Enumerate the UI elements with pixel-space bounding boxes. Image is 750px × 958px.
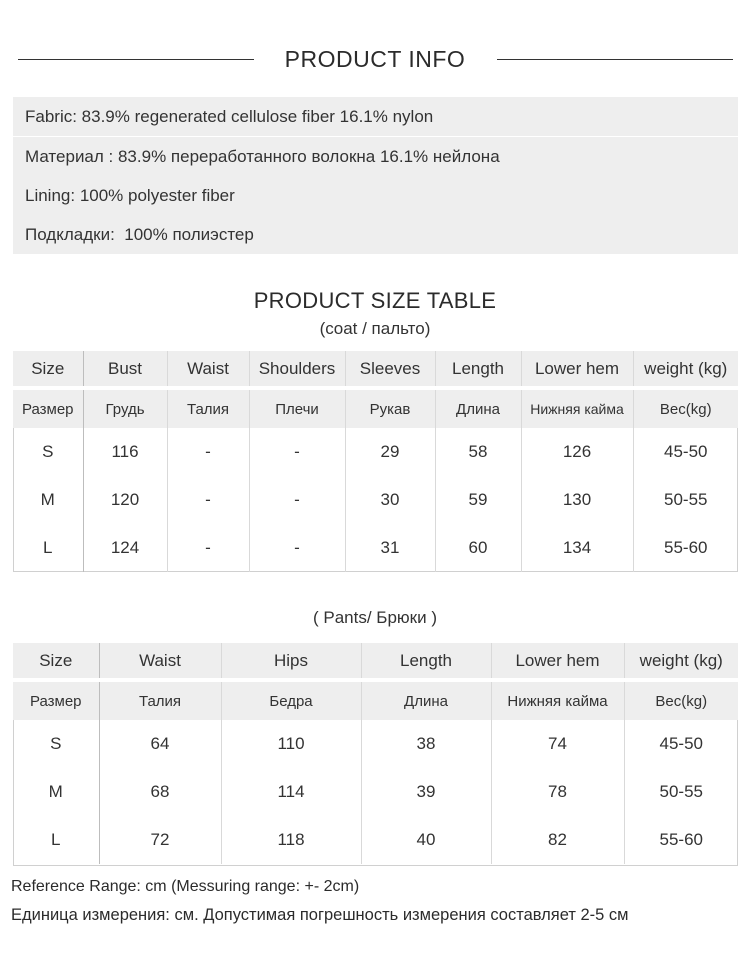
table-cell: 50-55 (664, 490, 708, 509)
table-cell: 72 (99, 816, 221, 864)
table-cell: L (13, 524, 83, 572)
pants-size-table (13, 643, 738, 864)
table-cell: 118 (221, 816, 361, 864)
table-cell: 59 (435, 476, 521, 524)
coat-col-shoulders: Shoulders (249, 351, 345, 388)
pants-col-waist-ru: Талия (99, 680, 221, 720)
table-cell: - (167, 476, 249, 524)
pants-col-lower-hem-ru: Нижняя кайма (491, 680, 624, 720)
product-info-header (0, 40, 750, 80)
table-cell: 38 (361, 720, 491, 768)
title-rule-right (497, 59, 733, 60)
table-cell: L (13, 816, 99, 864)
pants-col-size: Size (13, 643, 99, 680)
table-cell: 82 (491, 816, 624, 864)
coat-col-size: Size (13, 351, 83, 388)
pants-col-hips: Hips (221, 643, 361, 680)
pants-col-lower-hem: Lower hem (491, 643, 624, 680)
table-cell: - (167, 524, 249, 572)
table-cell: 55-60 (664, 538, 708, 557)
pants-col-weight-ru: Вес(kg) (624, 680, 738, 720)
table-cell: 78 (491, 768, 624, 816)
reference-range-note: Reference Range: cm (Messuring range: +- 2cm) (11, 878, 360, 895)
table-cell: S (13, 720, 99, 768)
table-cell: - (249, 476, 345, 524)
table-cell: 30 (345, 476, 435, 524)
table-cell: - (249, 428, 345, 476)
table-cell: S (13, 428, 83, 476)
table-cell: - (249, 524, 345, 572)
coat-size-table (13, 351, 738, 572)
page-title: PRODUCT INFO (284, 46, 466, 72)
table-cell: 45-50 (664, 442, 708, 461)
coat-col-lower-hem-ru: Нижняя кайма (521, 388, 633, 428)
table-row (13, 524, 738, 572)
coat-header-ru (13, 388, 738, 428)
coat-col-length: Length (435, 351, 521, 388)
table-cell: 45-50 (659, 734, 703, 753)
pants-header-en (13, 643, 738, 680)
size-table-title: PRODUCT SIZE TABLE (253, 288, 497, 313)
coat-col-size-ru: Размер (13, 388, 83, 428)
pants-col-size-ru: Размер (13, 680, 99, 720)
coat-col-weight-ru: Вес(kg) (633, 388, 738, 428)
table-row (13, 816, 738, 864)
table-row (13, 768, 738, 816)
pants-col-waist: Waist (99, 643, 221, 680)
table-cell: 74 (491, 720, 624, 768)
table-cell: 120 (83, 476, 167, 524)
table-cell: 110 (221, 720, 361, 768)
table-cell: 64 (99, 720, 221, 768)
table-row (13, 476, 738, 524)
table-cell: 39 (361, 768, 491, 816)
pants-header-ru (13, 680, 738, 720)
table-row (13, 720, 738, 768)
coat-col-length-ru: Длина (435, 388, 521, 428)
coat-col-lower-hem: Lower hem (521, 351, 633, 388)
table-cell: 130 (521, 476, 633, 524)
coat-col-bust-ru: Грудь (83, 388, 167, 428)
coat-col-bust: Bust (83, 351, 167, 388)
pants-col-length-ru: Длина (361, 680, 491, 720)
table-cell: 68 (99, 768, 221, 816)
coat-header-en (13, 351, 738, 388)
fabric-info-ru: Материал : 83.9% переработанного волокна 16.1% нейлона (13, 137, 738, 176)
table-cell: - (167, 428, 249, 476)
coat-subtitle: (coat / пальто) (319, 319, 431, 338)
table-cell: 114 (221, 768, 361, 816)
pants-col-hips-ru: Бедра (221, 680, 361, 720)
table-cell: 31 (345, 524, 435, 572)
table-cell: 40 (361, 816, 491, 864)
coat-col-sleeves: Sleeves (345, 351, 435, 388)
table-row (13, 428, 738, 476)
coat-col-waist: Waist (167, 351, 249, 388)
table-cell: 55-60 (659, 830, 703, 849)
lining-info-ru: Подкладки: 100% полиэстер (13, 215, 738, 254)
table-cell: 60 (435, 524, 521, 572)
pants-col-length: Length (361, 643, 491, 680)
pants-col-weight: weight (kg) (624, 643, 738, 680)
coat-col-shoulders-ru: Плечи (249, 388, 345, 428)
coat-col-sleeves-ru: Рукав (345, 388, 435, 428)
coat-col-waist-ru: Талия (167, 388, 249, 428)
table-cell: 116 (83, 428, 167, 476)
table-cell: M (13, 476, 83, 524)
pants-subtitle: ( Pants/ Брюки ) (313, 608, 437, 627)
fabric-info: Fabric: 83.9% regenerated cellulose fiber 16.1% nylon (13, 97, 738, 136)
table-cell: 134 (521, 524, 633, 572)
table-cell: 29 (345, 428, 435, 476)
table-cell: 124 (83, 524, 167, 572)
lining-info: Lining: 100% polyester fiber (13, 176, 738, 215)
table-cell: 50-55 (659, 782, 703, 801)
table-cell: M (13, 768, 99, 816)
reference-range-note-ru: Единица измерения: см. Допустимая погрешность измерения составляет 2-5 см (11, 906, 629, 924)
coat-col-weight: weight (kg) (633, 351, 738, 388)
table-cell: 58 (435, 428, 521, 476)
table-cell: 126 (521, 428, 633, 476)
